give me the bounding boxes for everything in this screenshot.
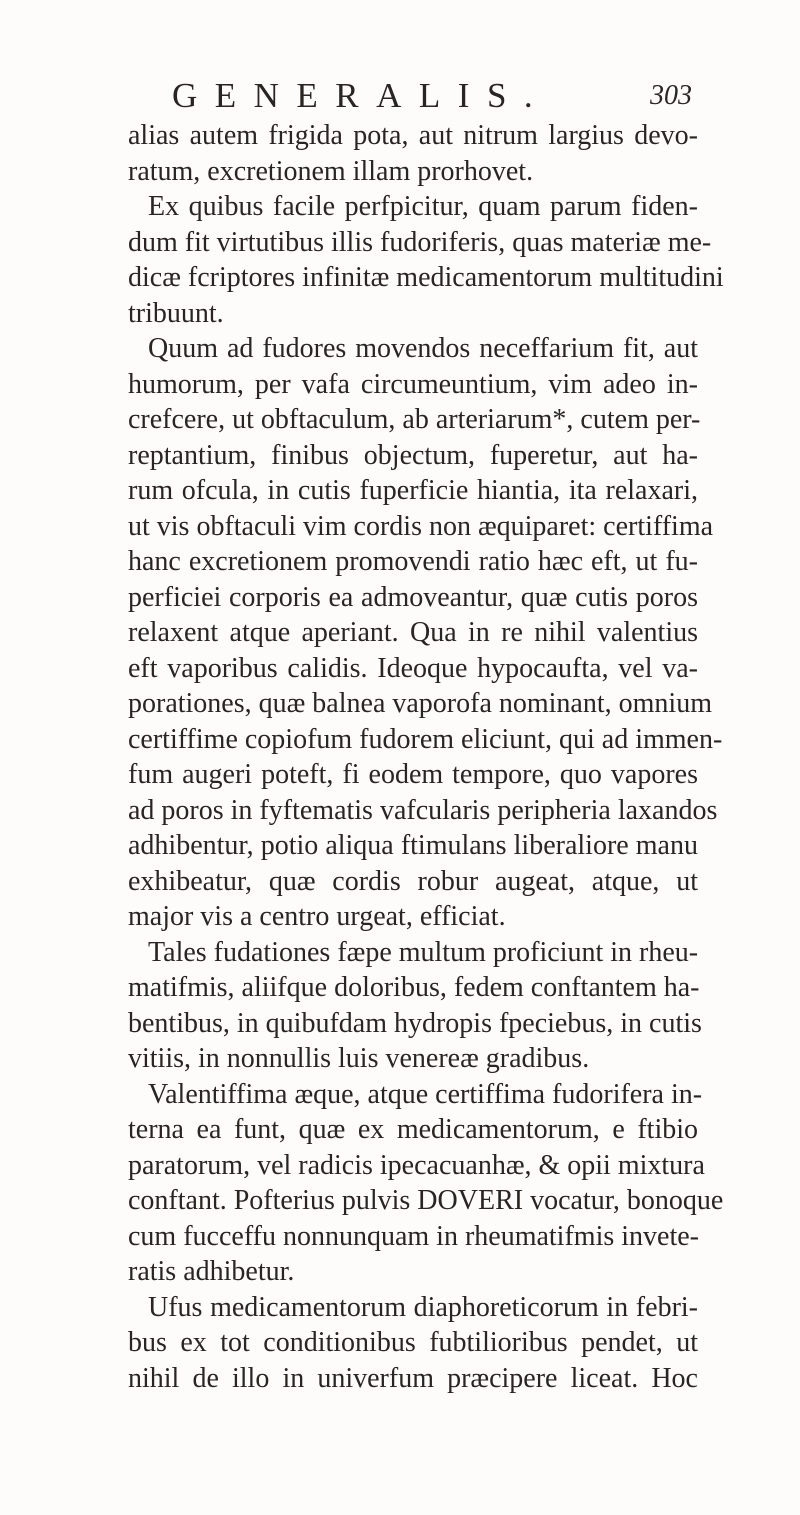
text-line: porationes, quæ balnea vaporofa nominant, omnium [128,688,712,719]
text-line: adhibentur, potio aliqua ftimulans liberaliore manu [128,830,698,861]
page-number: 303 [650,80,692,111]
text-line: matifmis, aliifque doloribus, fedem conftantem ha- [128,972,700,1003]
text-line: ut vis obftaculi vim cordis non æquiparet: certiffima [128,510,714,542]
text-line: Tales fudationes fæpe multum proficiunt in rheu- [148,936,699,968]
text-line: alias autem frigida pota, aut nitrum largius devo- [128,120,698,151]
text-line: major vis a centro urgeat, efficiat. [128,901,506,932]
text-line: humorum, per vafa circumeuntium, vim adeo in- [128,368,698,400]
text-line: Ex quibus facile perfpicitur, quam parum fiden- [148,191,698,222]
text-line: perficiei corporis ea admoveantur, quæ cutis poros [128,581,698,613]
text-line: Quum ad fudores movendos neceffarium fit, aut [148,333,698,364]
text-line: tribuunt. [128,297,224,329]
text-line: fum augeri poteft, fi eodem tempore, quo vapores [128,759,698,790]
text-line: crefcere, ut obftaculum, ab arteriarum*, cutem per- [128,404,701,435]
text-line: rum ofcula, in cutis fuperficie hiantia, ita relaxari, [128,475,698,506]
page-header [172,74,692,118]
text-line: vitiis, in nonnullis luis venereæ gradibus. [128,1043,590,1074]
text-line: ratum, excretionem illam prorhovet. [128,155,534,187]
body-text [128,118,724,1396]
text-line: bus ex tot conditionibus fubtilioribus pendet, ut [128,1327,698,1358]
text-line: terna ea funt, quæ ex medicamentorum, e ftibio [128,1114,698,1145]
text-line: dum fit virtutibus illis fudoriferis, quas materiæ me- [128,226,712,258]
text-line: cum fucceffu nonnunquam in rheumatifmis invete- [128,1220,699,1252]
text-line: dicæ fcriptores infinitæ medicamentorum multitudini [128,262,724,293]
text-line: exhibeatur, quæ cordis robur augeat, atque, ut [128,865,698,897]
text-line: reptantium, finibus objectum, fuperetur, aut ha- [128,439,698,471]
text-line: hanc excretionem promovendi ratio hæc eft, ut fu- [128,546,698,577]
text-line: nihil de illo in univerfum præcipere liceat. Hoc [128,1362,698,1394]
text-line: eft vaporibus calidis. Ideoque hypocaufta, vel va- [128,652,698,684]
text-line: ad poros in fyftematis vafcularis peripheria laxandos [128,794,718,826]
running-head: GENERALIS. [172,76,551,115]
text-line: Ufus medicamentorum diaphoreticorum in febri- [148,1291,698,1323]
text-line: bentibus, in quibufdam hydropis fpeciebus, in cutis [128,1007,702,1039]
text-line: conftant. Pofterius pulvis DOVERI vocatur, bonoque [128,1185,724,1216]
text-line: ratis adhibetur. [128,1256,295,1287]
text-line: paratorum, vel radicis ipecacuanhæ, & opii mixtura [128,1149,705,1181]
text-line: relaxent atque aperiant. Qua in re nihil valentius [128,617,698,648]
text-line: certiffime copiofum fudorem eliciunt, qui ad immen- [128,723,723,755]
text-line: Valentiffima æque, atque certiffima fudorifera in- [148,1078,703,1110]
